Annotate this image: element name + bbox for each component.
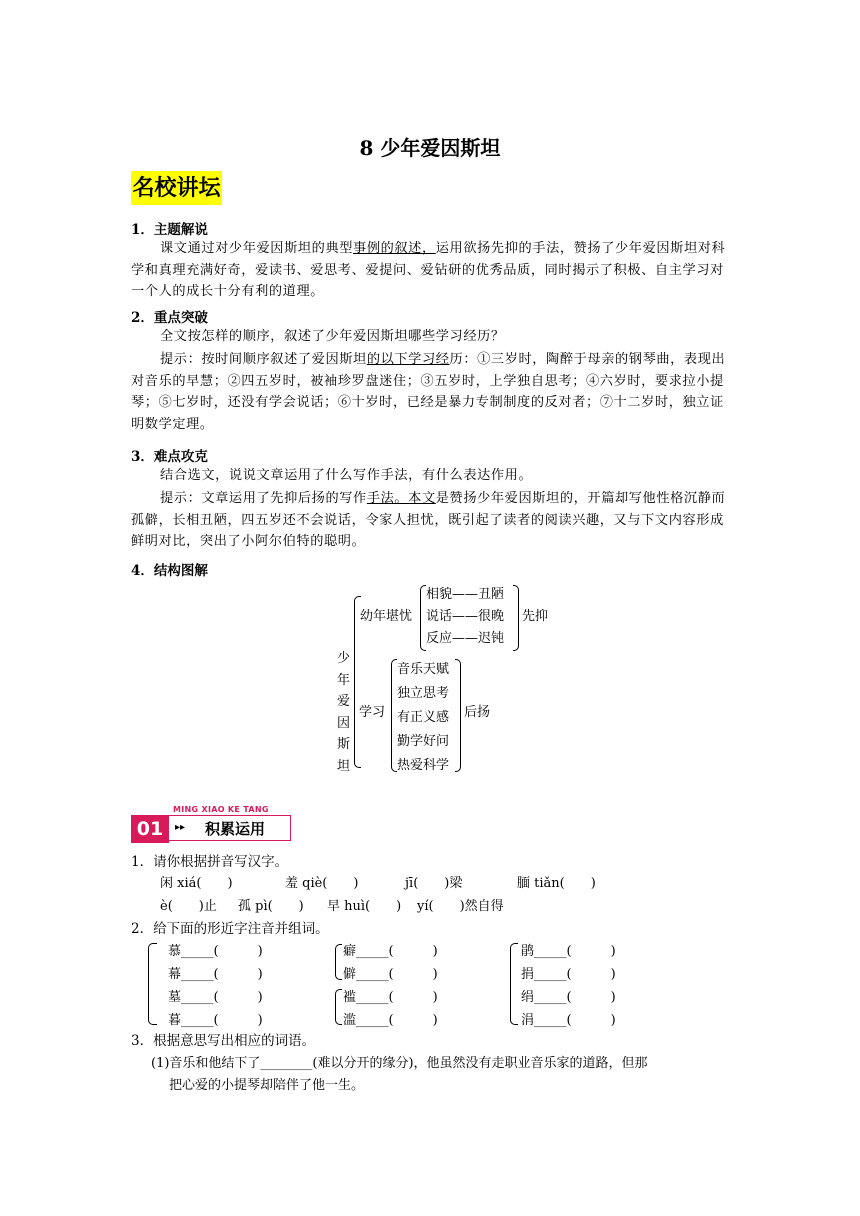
- childhood-items: 相貌——丑陋 说话——很晚 反应——迟钝: [426, 587, 505, 646]
- badge-subtitle: MING XIAO KE TANG: [173, 805, 269, 814]
- heading-focus: 2．重点突破: [131, 310, 208, 326]
- tag-suppress: 先抑: [522, 609, 549, 624]
- q3-heading: 3．根据意思写出相应的词语。: [131, 1033, 316, 1049]
- badge-label: 积累运用: [169, 815, 291, 841]
- heading-theme: 1．主题解说: [131, 222, 208, 238]
- study-right-brace: [455, 659, 461, 772]
- hint-focus: 提示：按时间顺序叙述了爱因斯坦的以下学习经历：①三岁时，陶醉于母亲的钢琴曲，表现出对音乐的早慧；②四五岁时，被袖珍罗盘迷住；③五岁时，上学独自思考；④六岁时，要求拉小提琴；⑤七岁时，还没有学会说话；⑥十岁时，已经是暴力专制制度的反对者；⑦十二岁时，独立证明数学定理。: [131, 352, 726, 432]
- root-label: 少 年 爱 因 斯 坦: [337, 651, 351, 774]
- section-banner: 名校讲坛: [131, 171, 222, 205]
- question-focus: 全文按怎样的顺序，叙述了少年爱因斯坦哪些学习经历？: [160, 329, 505, 344]
- group3-brace: [510, 943, 518, 1025]
- heading-difficulty: 3．难点攻克: [131, 449, 208, 465]
- badge-number: 01: [131, 815, 169, 843]
- q2-heading: 2．给下面的形近字注音并组词。: [131, 921, 329, 937]
- group2b-brace: [335, 989, 342, 1025]
- double-arrow-icon: ▸▸: [175, 822, 186, 833]
- q3-item1-line2: 把心爱的小提琴却陪伴了他一生。: [169, 1078, 365, 1093]
- childhood-right-brace: [513, 585, 519, 651]
- branch-childhood: 幼年堪忧: [360, 609, 413, 624]
- q1-heading: 1．请你根据拼音写汉字。: [131, 854, 289, 870]
- heading-structure: 4．结构图解: [131, 563, 208, 579]
- hint-difficulty: 提示：文章运用了先抑后扬的写作手法。本文是赞扬少年爱因斯坦的，开篇却写他性格沉静而孤僻，长相丑陋，四五岁还不会说话，令家人担忧，既引起了读者的阅读兴趣，又与下文内容形成鲜明对比，突出了小阿尔伯特的聪明。: [131, 491, 726, 549]
- branch-study: 学习: [359, 705, 386, 720]
- tag-praise: 后扬: [464, 705, 491, 720]
- paragraph-theme: 课文通过对少年爱因斯坦的典型事例的叙述，运用欲扬先抑的手法，赞扬了少年爱因斯坦对科学和真理充满好奇，爱读书、爱思考、爱提问、爱钻研的优秀品质，同时揭示了积极、自主学习对一个人的成长十分有利的道理。: [131, 241, 726, 299]
- group1-brace: [148, 943, 157, 1025]
- group2a-brace: [335, 944, 342, 980]
- page-title: 8 少年爱因斯坦: [359, 136, 501, 160]
- question-difficulty: 结合选文，说说文章运用了什么写作手法，有什么表达作用。: [160, 468, 533, 483]
- section-badge: [131, 805, 291, 843]
- q3-item1-line1: (1)音乐和他结下了________(难以分开的缘分)，他虽然没有走职业音乐家的道路，但那: [151, 1056, 648, 1071]
- study-items: 音乐天赋 独立思考 有正义感 勤学好问 热爱科学: [397, 662, 450, 773]
